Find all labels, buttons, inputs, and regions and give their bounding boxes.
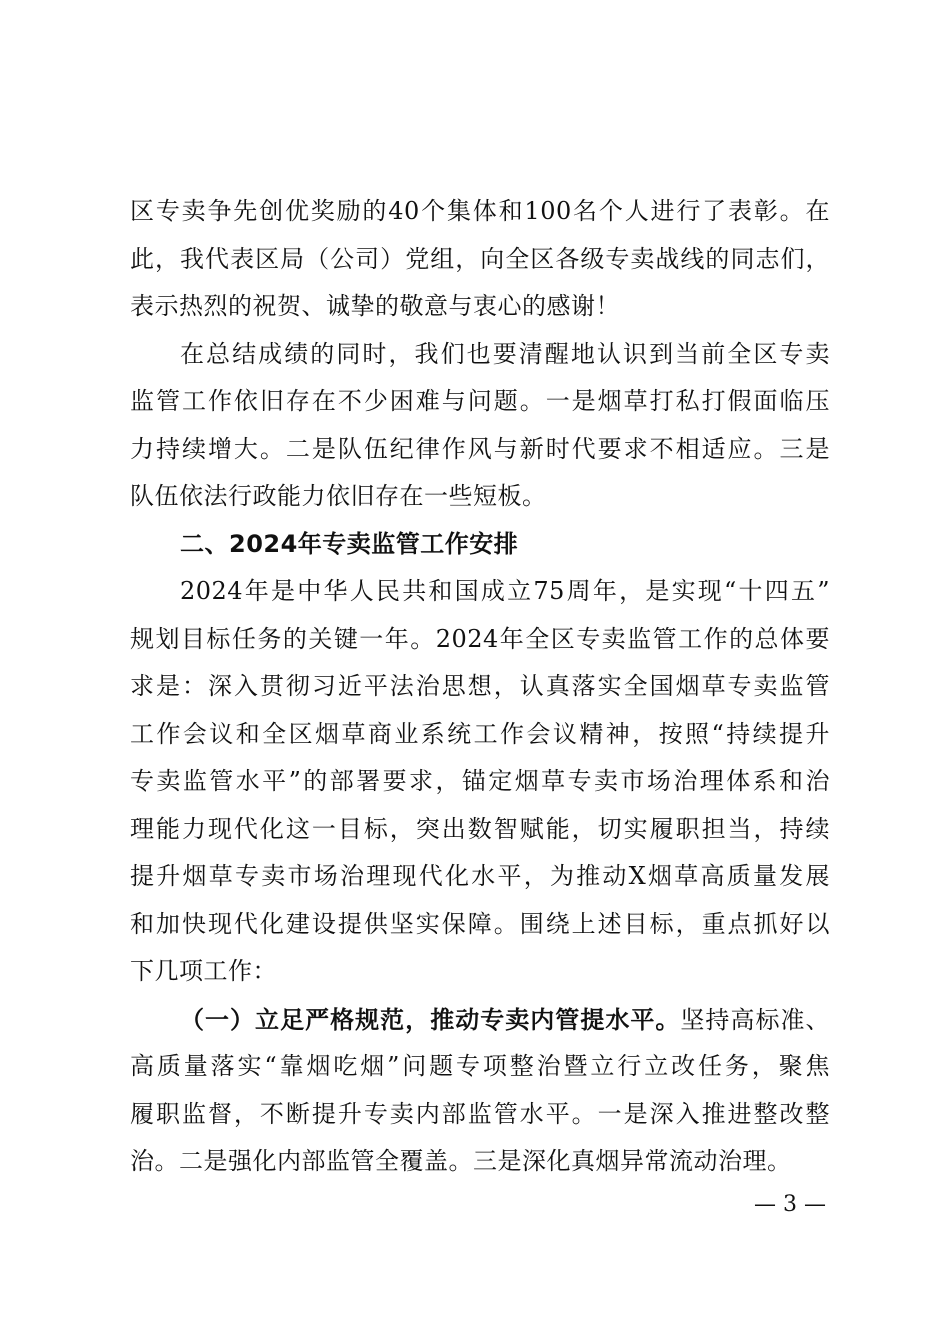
text-line: 求是：深入贯彻习近平法治思想，认真落实全国烟草专卖监管	[130, 672, 830, 700]
subsection-lead: （一）立足严格规范，推动专卖内管提水平。	[180, 1004, 681, 1034]
text-line: 履职监督，不断提升专卖内部监管水平。一是深入推进整改整	[130, 1099, 830, 1128]
document-body	[130, 188, 830, 1186]
text-line: 表示热烈的祝贺、诚挚的敬意与衷心的感谢！	[130, 292, 620, 320]
text-line: 规划目标任务的关键一年。2024年全区专卖监管工作的总体要	[130, 624, 830, 653]
text-line: 高质量落实“靠烟吃烟”问题专项整治暨立行立改任务，聚焦	[130, 1052, 830, 1080]
text-line-with-lead	[130, 996, 830, 1044]
text-line: 在总结成绩的同时，我们也要清醒地认识到当前全区专卖	[180, 339, 830, 368]
text-line: 专卖监管水平”的部署要求，锚定烟草专卖市场治理体系和治	[130, 767, 830, 795]
page-number: — 3 —	[754, 1192, 826, 1217]
text-line: 下几项工作：	[130, 957, 277, 985]
text-line: 区专卖争先创优奖励的40个集体和100名个人进行了表彰。在	[130, 197, 830, 225]
text-line: 提升烟草专卖市场治理现代化水平，为推动X烟草高质量发展	[130, 862, 830, 890]
text-line: 工作会议和全区烟草商业系统工作会议精神，按照“持续提升	[130, 719, 830, 748]
section-heading: 二、2024年专卖监管工作安排	[180, 529, 519, 558]
text-line: 理能力现代化这一目标，突出数智赋能，切实履职担当，持续	[130, 814, 830, 843]
text-line: 治。二是强化内部监管全覆盖。三是深化真烟异常流动治理。	[130, 1147, 792, 1175]
text-line: 2024年是中华人民共和国成立75周年，是实现“十四五”	[180, 577, 830, 605]
text-line: 和加快现代化建设提供坚实保障。围绕上述目标，重点抓好以	[130, 909, 830, 938]
text-line: 力持续增大。二是队伍纪律作风与新时代要求不相适应。三是	[130, 434, 830, 463]
text-line: 队伍依法行政能力依旧存在一些短板。	[130, 482, 547, 510]
subsection-lead-rest: 坚持高标准、	[680, 1005, 831, 1034]
text-line: 此，我代表区局（公司）党组，向全区各级专卖战线的同志们，	[130, 244, 830, 273]
text-line: 监管工作依旧存在不少困难与问题。一是烟草打私打假面临压	[130, 387, 830, 415]
